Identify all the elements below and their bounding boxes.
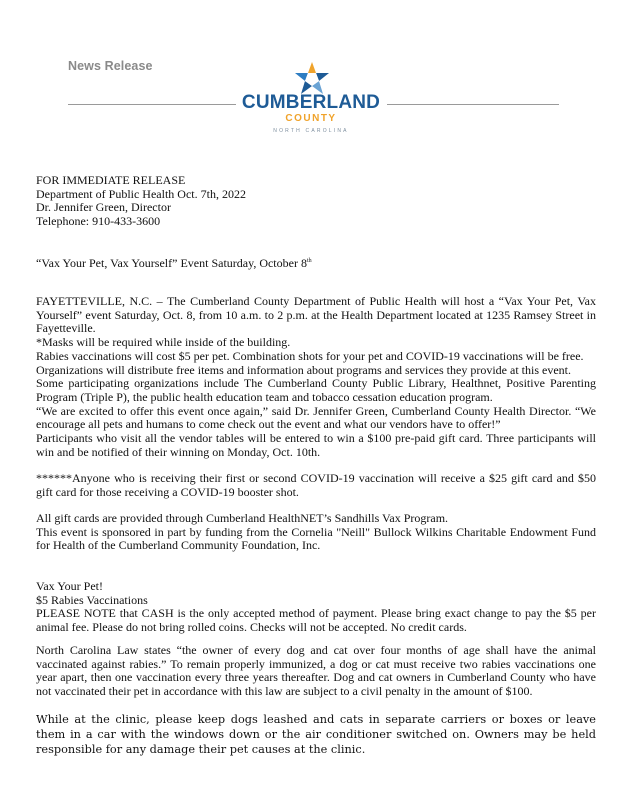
body-paragraph: While at the clinic, please keep dogs leashed and cats in separate carriers or boxes or leave them in a car with the windows down or the air conditioner switched on. Owners may be held responsible for any damage their pet causes at the clinic.: [36, 713, 596, 757]
headline-text: “Vax Your Pet, Vax Yourself” Event Saturday, October 8: [36, 256, 307, 270]
gift-card-note: [36, 472, 596, 499]
pets-title: Vax Your Pet!: [36, 579, 104, 593]
body-paragraph: All gift cards are provided through Cumberland HealthNET’s Sandhills Vax Program.: [36, 511, 449, 525]
release-status: FOR IMMEDIATE RELEASE: [36, 173, 186, 187]
headline-suffix: th: [306, 258, 312, 264]
body-paragraph: ******Anyone who is receiving their first or second COVID-19 vaccination will receive a $25 gift card and $50 gift card for those receiving a COVID-19 booster shot.: [36, 471, 596, 499]
headline: [36, 257, 596, 271]
body-paragraph: Participants who visit all the vendor tables will be entered to win a $100 pre-paid gift card. Three participants will win and be notified of their winning on Monday, Oct. 10th.: [36, 431, 596, 459]
body-block-1: [36, 295, 596, 459]
release-department: Department of Public Health Oct. 7th, 2022: [36, 186, 246, 201]
sponsor-block: [36, 512, 596, 553]
body-paragraph: Organizations will distribute free items and information about programs and services they provide at this event.: [36, 362, 571, 377]
release-info: [36, 174, 596, 229]
news-release-label: News Release: [68, 59, 153, 73]
nc-law-paragraph: [36, 644, 596, 699]
pets-subtitle: $5 Rabies Vaccinations: [36, 592, 148, 607]
pets-section: [36, 580, 596, 635]
body-paragraph: “We are excited to offer this event once again,” said Dr. Jennifer Green, Cumberland County Health Director. “We encourage all pets and humans to come check out the event and what our vendors have to offer!”: [36, 403, 596, 432]
logo-wordmark: CUMBERLAND: [241, 92, 381, 113]
logo-state: NORTH CAROLINA: [273, 128, 349, 134]
body-paragraph: North Carolina Law states “the owner of every dog and cat over four months of age shall have the animal vaccinated against rabies.” To remain properly immunized, a dog or cat must receive two rabies vaccinations one year apart, then one vaccination every three years thereafter. Dog and cat owners in Cumberland County who have not vaccinated their pet in accordance with this law are subject to a civil penalty in the amount of $100.: [36, 643, 596, 699]
header-rule-right: [387, 104, 559, 105]
release-director: Dr. Jennifer Green, Director: [36, 200, 171, 215]
body-paragraph: *Masks will be required while inside of the building.: [36, 335, 291, 350]
header-rule-left: [68, 104, 236, 105]
body-paragraph: This event is sponsored in part by funding from the Cornelia "Neill" Bullock Wilkins Charitable Endowment Fund for Health of the Cumberland Community Foundation, Inc.: [36, 524, 596, 553]
body-paragraph: Rabies vaccinations will cost $5 per pet. Combination shots for your pet and COVID-19 vaccinations will be free.: [36, 348, 584, 363]
body-paragraph: FAYETTEVILLE, N.C. – The Cumberland County Department of Public Health will host a “Vax Your Pet, Vax Yourself” event Saturday, Oct. 8, from 10 a.m. to 2 p.m. at the Health Department located at 1235 Ramsey Street in Fayetteville.: [36, 294, 596, 336]
body-paragraph: Some participating organizations include The Cumberland County Public Library, Healthnet, Positive Parenting Program (Triple P), the public health education team and tobacco cessation education program.: [36, 376, 596, 404]
payment-note: PLEASE NOTE that CASH is the only accepted method of payment. Please bring exact change to pay the $5 per animal fee. Please do not bring rolled coins. Checks will not be accepted. No credit cards.: [36, 606, 596, 635]
logo-county: COUNTY: [285, 113, 337, 124]
release-telephone: Telephone: 910-433-3600: [36, 214, 161, 229]
clinic-paragraph: [36, 712, 596, 758]
county-star-logo-icon: [294, 61, 330, 95]
